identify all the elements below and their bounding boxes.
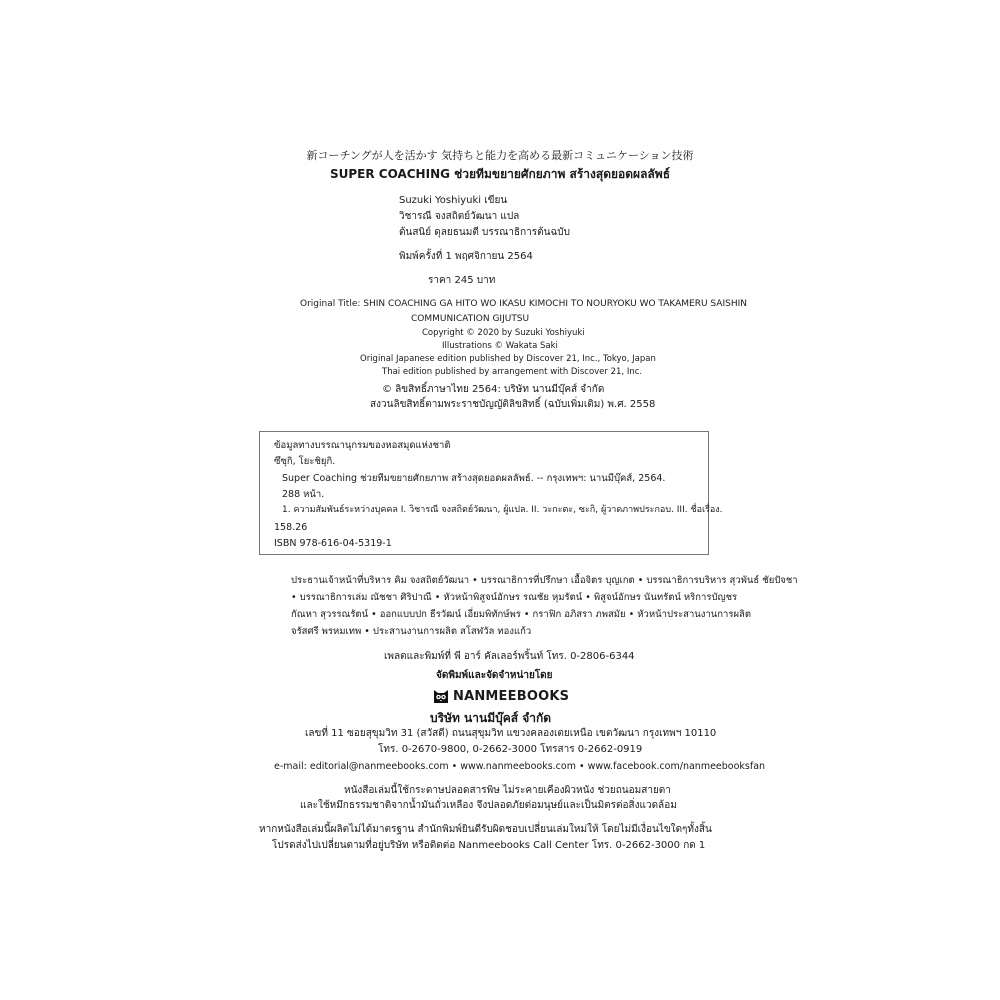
cip-author: ซึซุกิ, โยะชิยุกิ. xyxy=(274,456,336,467)
illustrations-credit: Illustrations © Wakata Saki xyxy=(442,341,558,351)
printing-info: พิมพ์ครั้งที่ 1 พฤศจิกายน 2564 xyxy=(399,251,533,262)
book-title: SUPER COACHING ช่วยทีมขยายศักยภาพ สร้างสุดยอดผลลัพธ์ xyxy=(329,167,671,181)
cip-title: Super Coaching ช่วยทีมขยายศักยภาพ สร้างสุดยอดผลลัพธ์. -- กรุงเทพฯ: นานมีบุ๊คส์, 2564. xyxy=(282,473,666,484)
editor-credit: ต้นสนิย์ ดุลยธนมตี บรรณาธิการต้นฉบับ xyxy=(399,227,570,238)
company-contacts: e-mail: editorial@nanmeebooks.com • www.nanmeebooks.com • www.facebook.com/nanmeebooksfan xyxy=(274,761,766,772)
eco-notice-line1: หนังสือเล่มนี้ใช้กระดาษปลอดสารพิษ ไม่ระคายเคืองผิวหนัง ช่วยถนอมสายตา xyxy=(344,785,671,796)
japanese-edition-note: Original Japanese edition published by Discover 21, Inc., Tokyo, Japan xyxy=(360,354,656,364)
staff-line-1: ประธานเจ้าหน้าที่บริหาร คิม จงสถิตย์วัฒนา • บรรณาธิการที่ปรึกษา เอื้อจิตร บุญเกต • บรรณาธิการบริหาร สุวพันธ์ ชัยปัจชา xyxy=(291,575,798,586)
copyright-line: Copyright © 2020 by Suzuki Yoshiyuki xyxy=(422,328,585,338)
company-phone: โทร. 0-2670-9800, 0-2662-3000 โทรสาร 0-2662-0919 xyxy=(378,744,643,755)
original-title-line1: Original Title: SHIN COACHING GA HITO WO IKASU KIMOCHI TO NOURYOKU WO TAKAMERU SAISHIN xyxy=(300,299,747,309)
thai-edition-note: Thai edition published by arrangement with Discover 21, Inc. xyxy=(382,367,643,377)
author-credit: Suzuki Yoshiyuki เขียน xyxy=(399,195,508,206)
rights-reserved: สงวนลิขสิทธิ์ตามพระราชบัญญัติลิขสิทธิ์ (ฉบับเพิ่มเติม) พ.ศ. 2558 xyxy=(370,399,656,410)
thai-copyright: © ลิขสิทธิ์ภาษาไทย 2564: บริษัท นานมีบุ๊คส์ จำกัด xyxy=(382,384,605,395)
defect-notice-line1: หากหนังสือเล่มนี้ผลิตไม่ได้มาตรฐาน สำนักพิมพ์ยินดีรับผิดชอบเปลี่ยนเล่มใหม่ให้ โดยไม่มีเงื่อนไขใดๆทั้งสิ้น xyxy=(259,824,712,835)
defect-notice-line2: โปรดส่งไปเปลี่ยนตามที่อยู่บริษัท หรือติดต่อ Nanmeebooks Call Center โทร. 0-2662-3000 กด 1 xyxy=(272,840,706,851)
cip-pages: 288 หน้า. xyxy=(282,489,325,500)
printer-info: เพลตและพิมพ์ที่ พี อาร์ คัลเลอร์พริ้นท์ โทร. 0-2806-6344 xyxy=(384,651,635,662)
staff-line-2: • บรรณาธิการเล่ม ณัชชา ศิริปาณี • หัวหน้าพิสูจน์อักษร รณชัย หุมรัตน์ • พิสูจน์อักษร นันทรัตน์ หริการบัญชร xyxy=(291,592,738,603)
nanmeebooks-logo xyxy=(432,687,569,705)
original-japanese-title: 新コーチングが人を活かす 気持ちと能力を高める最新コミュニケーション技術 xyxy=(306,149,694,162)
logo-text: NANMEEBOOKS xyxy=(453,688,570,704)
original-title-line2: COMMUNICATION GIJUTSU xyxy=(411,314,530,324)
staff-line-4: จรัสศรี พรหมเทพ • ประสานงานการผลิต สโสฬวัล ทองแก้ว xyxy=(291,626,532,637)
price: ราคา 245 บาท xyxy=(428,275,496,286)
distributed-by: จัดพิมพ์และจัดจำหน่ายโดย xyxy=(436,670,553,681)
cip-data-box xyxy=(259,431,723,555)
translator-credit: วิชารณี จงสถิตย์วัฒนา แปล xyxy=(399,211,520,222)
cip-subjects: 1. ความสัมพันธ์ระหว่างบุคคล I. วิชารณี จงสถิตย์วัฒนา, ผู้แปล. II. วะกะตะ, ซะกิ, ผู้วาดภาพประกอบ. III. ชื่อเรื่อง. xyxy=(282,505,723,515)
cip-class-number: 158.26 xyxy=(274,522,308,533)
company-address: เลขที่ 11 ซอยสุขุมวิท 31 (สวัสดี) ถนนสุขุมวิท แขวงคลองเตยเหนือ เขตวัฒนา กรุงเทพฯ 10110 xyxy=(305,728,717,739)
staff-line-3: กัณหา สุวรรณรัตน์ • ออกแบบปก ธีรวัฒน์ เอี่ยมพิทักษ์พร • กราฟิก อภิสรา ภพสมัย • หัวหน้าประสานงานการผลิต xyxy=(291,609,752,620)
eco-notice-line2: และใช้หมึกธรรมชาติจากน้ำมันถั่วเหลือง จึงปลอดภัยต่อมนุษย์และเป็นมิตรต่อสิ่งแวดล้อม xyxy=(300,800,677,811)
cip-isbn: ISBN 978-616-04-5319-1 xyxy=(274,538,392,549)
owl-icon xyxy=(432,687,450,705)
company-name: บริษัท นานมีบุ๊คส์ จำกัด xyxy=(430,711,552,725)
cip-heading: ข้อมูลทางบรรณานุกรมของหอสมุดแห่งชาติ xyxy=(274,440,451,451)
